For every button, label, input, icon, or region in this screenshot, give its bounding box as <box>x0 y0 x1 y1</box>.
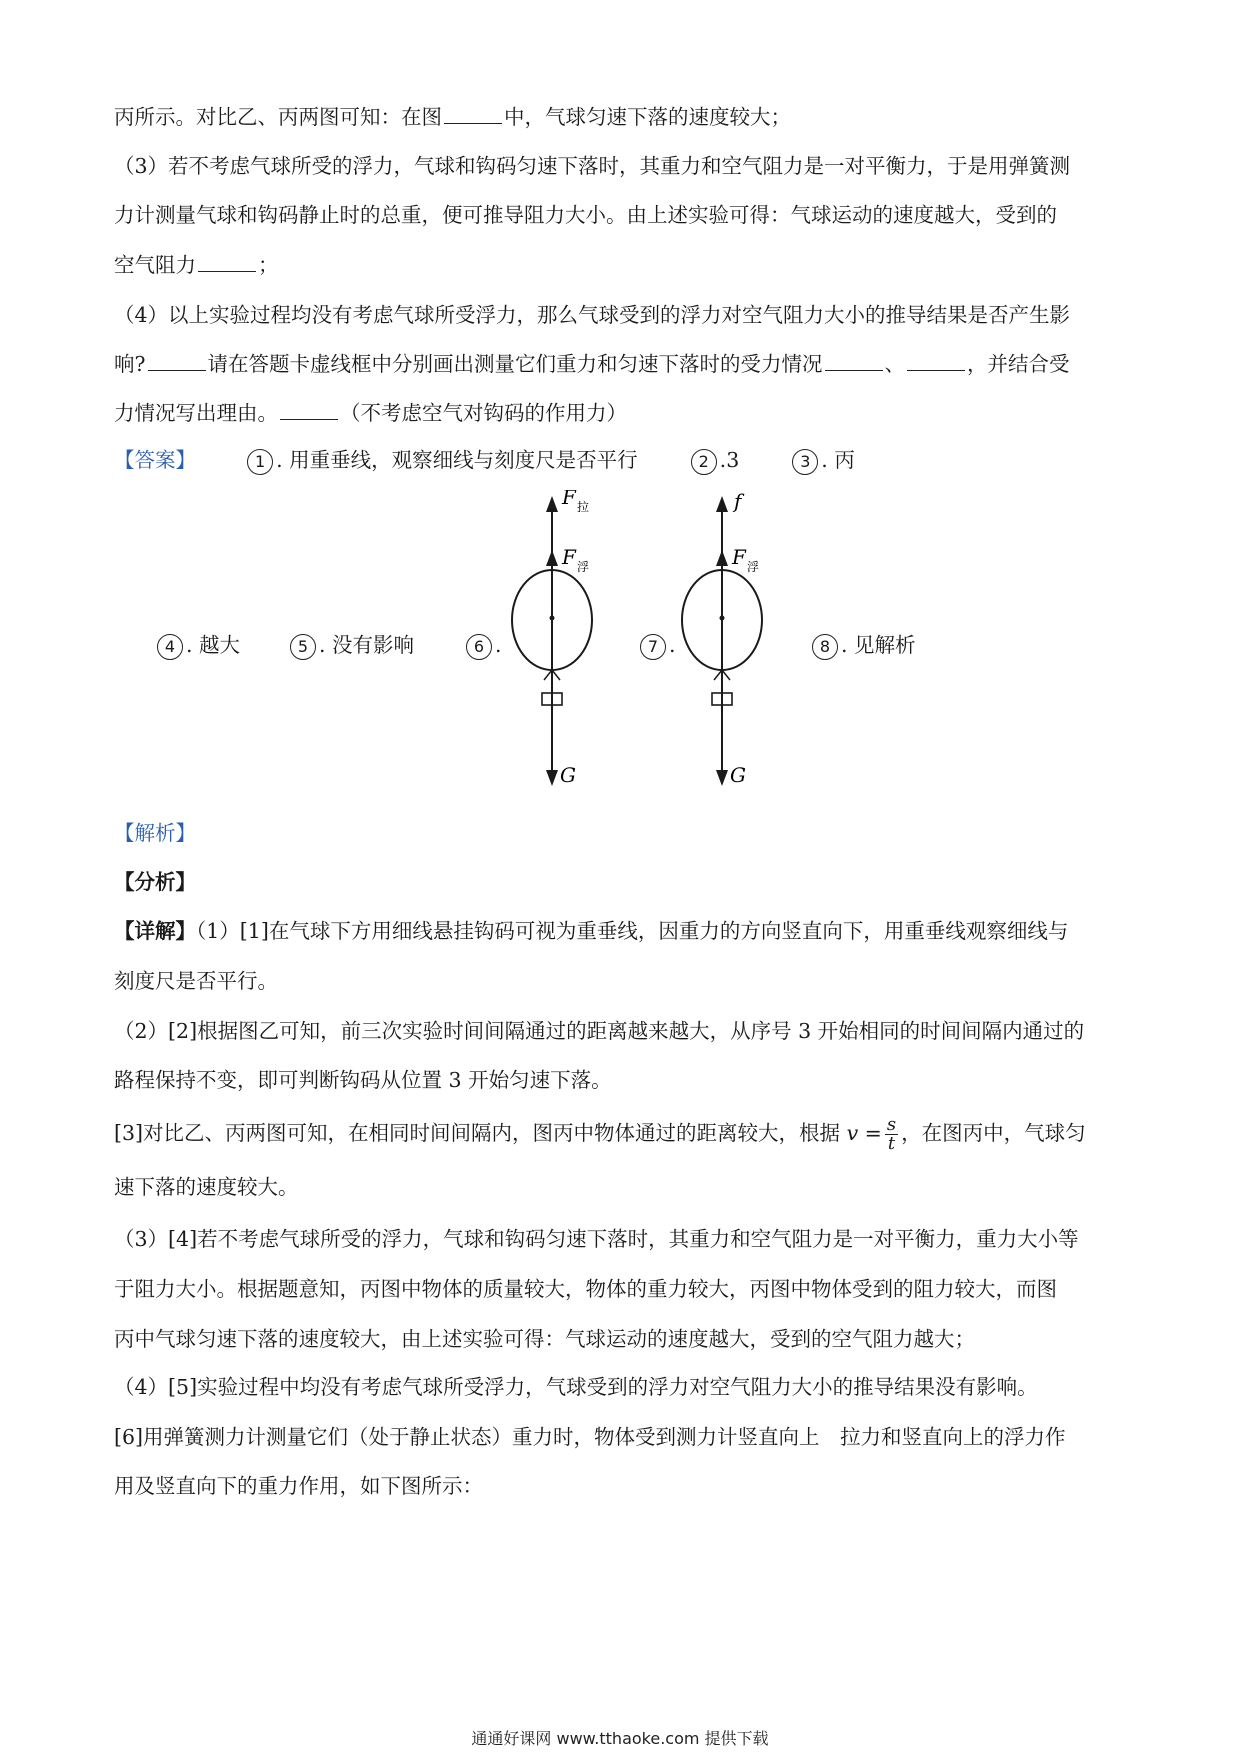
answer-item-8 <box>812 630 916 660</box>
item-number: 2 <box>691 449 717 475</box>
answer-item-5 <box>290 630 414 660</box>
analysis-subheading: 【分析】 <box>114 870 196 894</box>
analysis-line: 丙中气球匀速下落的速度较大，由上述实验可得：气球运动的速度越大，受到的空气阻力越大； <box>114 1327 975 1351</box>
formula-denominator: t <box>887 1133 896 1154</box>
answer-blank <box>198 253 256 272</box>
analysis-line: 速下落的速度较大。 <box>114 1175 299 1199</box>
answer-item: . <box>495 633 502 657</box>
answer-blank <box>280 401 338 420</box>
force-label: F <box>562 545 576 569</box>
arrow-up-icon <box>546 496 558 512</box>
answer-item: .3 <box>719 448 740 472</box>
question-line-1 <box>114 102 1134 132</box>
force-label: F <box>732 545 746 569</box>
question-line-6 <box>114 349 1134 379</box>
formula-lhs: v = <box>846 1121 882 1145</box>
item-number: 7 <box>640 634 666 660</box>
answer-item: . <box>669 633 676 657</box>
arrow-up-icon <box>716 550 728 566</box>
question-text: 力情况写出理由。 <box>114 401 278 425</box>
analysis-line: 路程保持不变，即可判断钩码从位置 3 开始匀速下落。 <box>114 1068 612 1092</box>
question-line-2: （3）若不考虑气球所受的浮力，气球和钩码匀速下落时，其重力和空气阻力是一对平衡力，于是用弹簧测 <box>114 154 1071 178</box>
force-diagram-2 <box>670 490 780 790</box>
question-text: 丙所示。对比乙、丙两图可知：在图 <box>114 105 442 129</box>
question-text: 响? <box>114 352 146 376</box>
analysis-text: [3]对比乙、丙两图可知，在相同时间间隔内，图丙中物体通过的距离较大，根据 <box>114 1121 841 1145</box>
answer-item: . 越大 <box>186 633 241 657</box>
detail-tag: 【详解】 <box>114 919 196 943</box>
item-number: 3 <box>792 449 818 475</box>
answer-item-6 <box>466 630 502 660</box>
arrow-up-icon <box>546 550 558 566</box>
answer-item-4 <box>157 630 240 660</box>
answer-item: . 用重垂线，观察细线与刻度尺是否平行 <box>276 448 638 472</box>
question-line-3: 力计测量气球和钩码静止时的总重，便可推导阻力大小。由上述实验可得：气球运动的速度越大，受到的 <box>114 203 1057 227</box>
answer-blank <box>148 352 206 371</box>
analysis-line: （4）[5]实验过程中均没有考虑气球所受浮力，气球受到的浮力对空气阻力大小的推导结果没有影响。 <box>114 1375 1038 1399</box>
analysis-line: [6]用弹簧测力计测量它们（处于静止状态）重力时，物体受到测力计竖直向上 拉力和竖直向上的浮力作 <box>114 1425 1066 1449</box>
answer-item: . 没有影响 <box>319 633 415 657</box>
answer-tag: 【答案】 <box>114 448 196 472</box>
analysis-tag: 【解析】 <box>114 821 196 845</box>
arrow-down-icon <box>546 770 558 786</box>
analysis-line: 刻度尺是否平行。 <box>114 969 278 993</box>
arrow-up-icon <box>716 496 728 512</box>
answer-blank <box>444 105 502 124</box>
question-text: （不考虑空气对钩码的作用力） <box>340 401 627 425</box>
item-number: 1 <box>247 449 273 475</box>
question-line-7 <box>114 398 1134 428</box>
force-subscript: 浮 <box>747 560 760 574</box>
analysis-line: 于阻力大小。根据题意知，丙图中物体的质量较大，物体的重力较大，丙图中物体受到的阻力较大，而图 <box>114 1277 1057 1301</box>
question-text: ，并结合受 <box>967 352 1070 376</box>
question-text: 、 <box>884 352 905 376</box>
analysis-text: （1）[1]在气球下方用细线悬挂钩码可视为重垂线，因重力的方向竖直向下，用重垂线观察细线与 <box>196 919 1069 943</box>
question-text: 请在答题卡虚线框中分别画出测量它们重力和匀速下落时的受力情况 <box>207 352 823 376</box>
question-text: 空气阻力 <box>114 253 196 277</box>
velocity-formula <box>885 1116 898 1153</box>
item-number: 5 <box>290 634 316 660</box>
item-number: 8 <box>812 634 838 660</box>
force-subscript: 浮 <box>577 560 590 574</box>
analysis-line <box>114 1116 1134 1153</box>
item-number: 6 <box>466 634 492 660</box>
force-label: f <box>734 490 742 513</box>
arrow-down-icon <box>716 770 728 786</box>
force-subscript: 拉 <box>577 500 590 514</box>
question-line-4 <box>114 250 1134 280</box>
question-text: 中，气球匀速下落的速度较大； <box>504 105 791 129</box>
answer-item: . 见解析 <box>841 633 916 657</box>
analysis-line: （2）[2]根据图乙可知，前三次实验时间间隔通过的距离越来越大，从序号 3 开始相同的时间间隔内通过的 <box>114 1019 1085 1043</box>
analysis-line: （3）[4]若不考虑气球所受的浮力，气球和钩码匀速下落时，其重力和空气阻力是一对平衡力，重力大小等 <box>114 1227 1079 1251</box>
item-number: 4 <box>157 634 183 660</box>
force-label: G <box>730 763 746 787</box>
force-label: G <box>560 763 576 787</box>
answer-blank <box>825 352 883 371</box>
question-line-5: （4）以上实验过程均没有考虑气球所受浮力，那么气球受到的浮力对空气阻力大小的推导结果是否产生影 <box>114 303 1071 327</box>
answer-item: . 丙 <box>821 448 855 472</box>
analysis-line: 用及竖直向下的重力作用，如下图所示： <box>114 1474 483 1498</box>
force-label: F <box>562 490 576 509</box>
formula-numerator: s <box>886 1114 897 1135</box>
force-diagram-1 <box>500 490 610 790</box>
question-text: ； <box>258 253 279 277</box>
analysis-text: ，在图丙中，气球匀 <box>901 1121 1086 1145</box>
page-footer: 通通好课网 www.tthaoke.com 提供下载 <box>471 1729 769 1748</box>
analysis-line <box>114 916 1134 946</box>
answer-row-1 <box>114 445 855 475</box>
answer-blank <box>907 352 965 371</box>
